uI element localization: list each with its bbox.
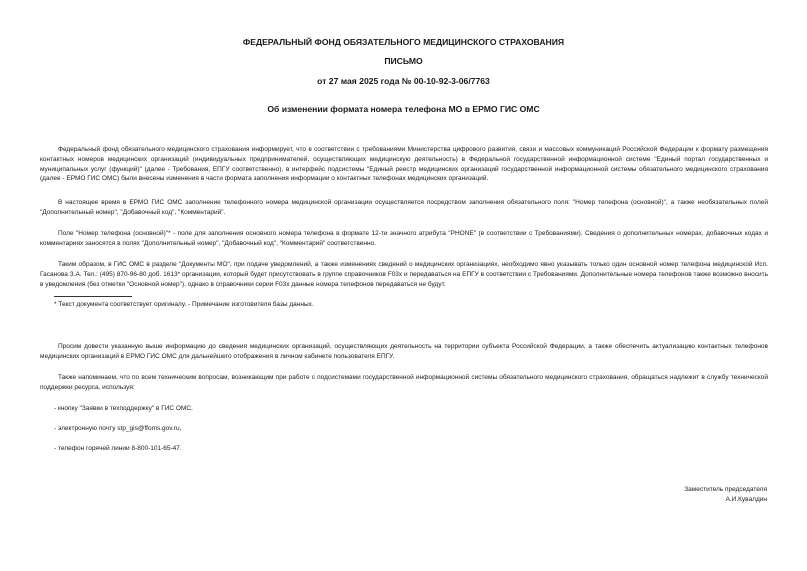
organization-name: ФЕДЕРАЛЬНЫЙ ФОНД ОБЯЗАТЕЛЬНОГО МЕДИЦИНСКОГО СТРАХОВАНИЯ <box>242 37 565 47</box>
document-subject: Об изменении формата номера телефона МО в ЕРМО ГИС ОМС <box>267 104 540 114</box>
list-item: - кнопку "Заявки в техподдержку" в ГИС ОМС, <box>54 405 193 412</box>
footnote-divider <box>54 296 132 297</box>
document-date-number: от 27 мая 2025 года № 00-10-92-3-06/7763 <box>317 76 490 86</box>
paragraph-6: Также напоминаем, что по всем техническим вопросам, возникающим при работе с подсистемами государственной информационной системы обязательного медицинского страхования, обращаться надлежит в службу технической поддержки ресурса, используя: <box>40 374 768 391</box>
paragraph-2: В настоящее время в ЕРМО ГИС ОМС заполнение телефонного номера медицинской организации осуществляется посредством заполнения обязательного поля: "Номер телефона (основной)", а также необязательных полей "Дополнительный номер", "Добавочный код", "Комментарий". <box>40 199 768 216</box>
paragraph-4: Таким образом, в ГИС ОМС в разделе "Документы МО", при подаче уведомлений, а также изменениях сведений о медицинских организациях, необходимо явно указывать только один основной номер телефона медицинской Исп. Гасанова З.А. Тел.: (495) 870-96-80 доб. 1613* организации, который будет присутствовать в группе справочников F03х и передаваться на ЕПГУ в соответствии с Требованиями. Дополнительные номера телефонов также возможно вносить в уведомления (без отметки "Основной номер"), однако в справочники серии F03х данные номера телефонов передаваться не будут. <box>40 261 768 288</box>
list-item: - телефон горячей линии 8-800-101-65-47. <box>54 445 182 452</box>
paragraph-5: Просим довести указанную выше информацию до сведения медицинских организаций, осуществляющих деятельность на территории субъекта Российской Федерации, а также обеспечить актуализацию контактных телефонов медицинских организаций в ЕРМО ГИС ОМС для дальнейшего отображения в личном кабинете пользователя ЕПГУ. <box>40 343 768 360</box>
footnote: * Текст документа соответствует оригиналу. - Примечание изготовителя базы данных. <box>54 301 314 308</box>
paragraph-1: Федеральный фонд обязательного медицинского страхования информирует, что в соответствии с требованиями Министерства цифрового развития, связи и массовых коммуникаций Российской Федерации к формату размещения контактных номеров медицинских организаций (индивидуальных предпринимателей, осуществляющих медицинскую деятельность) в Федеральной государственной информационной системе "Единый портал государственных и муниципальных услуг (функций)" (далее - Требования, ЕПГУ соответственно), в интерфейс подсистемы "Единый реестр медицинских организаций государственной информационной системы обязательного медицинского страхования (далее - ЕРМО ГИС ОМС) были внесены изменения в части формата заполнения информации о контактных телефонах медицинских организаций. <box>40 146 768 183</box>
signatory-name: А.И.Кувалдин <box>725 496 767 503</box>
document-type: ПИСЬМО <box>384 56 423 66</box>
paragraph-3: Поле "Номер телефона (основной)"* - поле для заполнения основного номера телефона в формате 12-ти значного атрибута "PHONE" (в соответствии с Требованиями). Сведения о дополнительных номерах, добавочных кодах и комментариях заносятся в полях "Дополнительный номер", "Добавочный код", "Комментарий" соответственно. <box>40 230 768 247</box>
list-item: - электронную почту stp_gis@ffoms.gov.ru, <box>54 425 182 432</box>
signatory-position: Заместитель председателя <box>684 486 767 493</box>
